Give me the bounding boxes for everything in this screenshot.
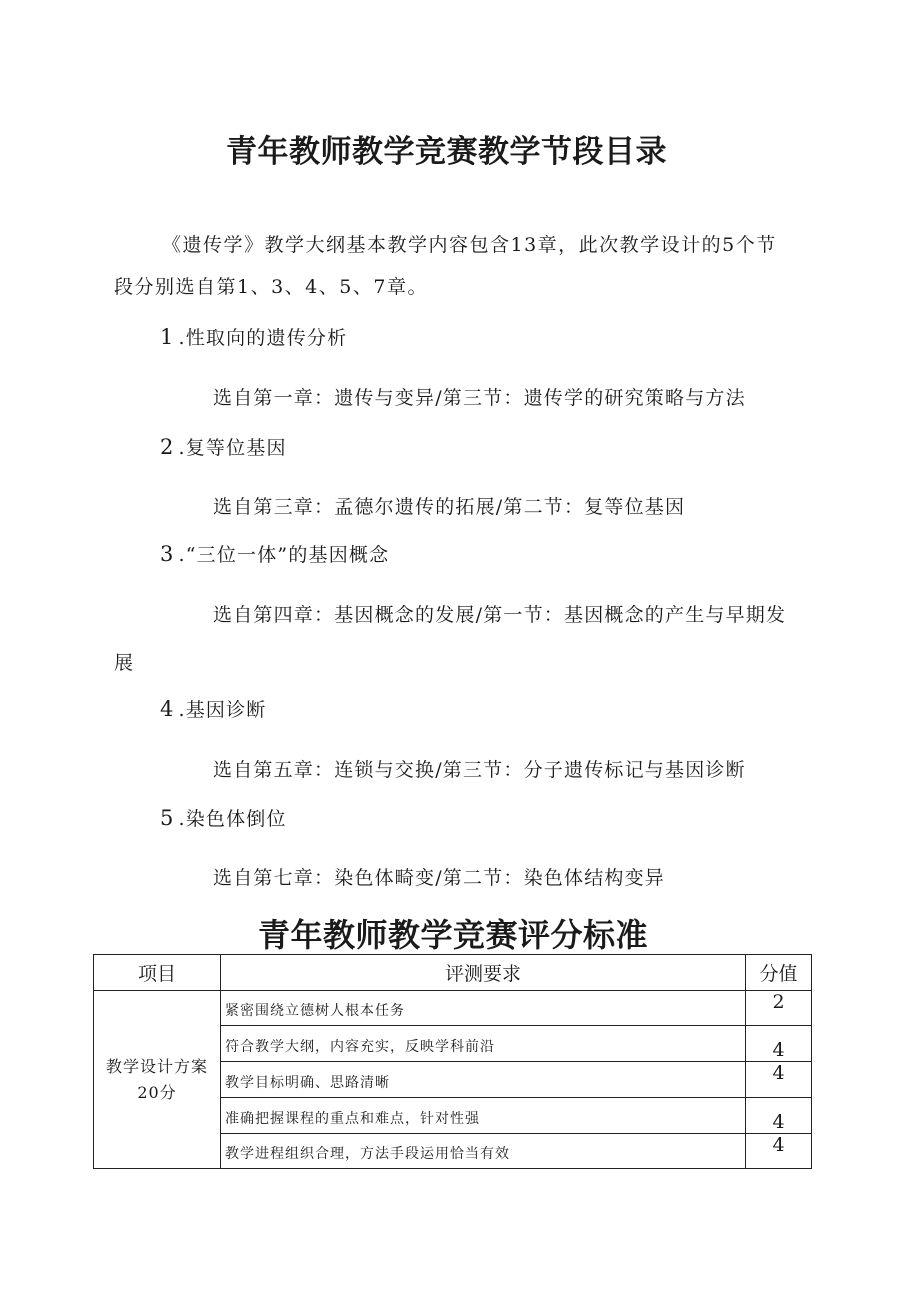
section-source-2: 选自第三章：孟德尔遗传的拓展/第二节：复等位基因 <box>213 496 686 518</box>
page-title: 青年教师教学竞赛教学节段目录 <box>226 134 667 170</box>
section-title: .基因诊断 <box>178 699 267 721</box>
score-cell: 2 <box>746 991 812 1026</box>
section-title: .“三位一体”的基因概念 <box>178 544 390 566</box>
category-name: 教学设计方案 <box>105 1056 208 1076</box>
section-number: 4 <box>160 697 174 721</box>
section-number: 2 <box>160 435 174 459</box>
section-title: .复等位基因 <box>178 437 287 459</box>
requirement-cell: 符合教学大纲，内容充实，反映学科前沿 <box>221 1026 746 1062</box>
requirement-cell: 教学进程组织合理，方法手段运用恰当有效 <box>221 1134 746 1169</box>
section-source-3-cont: 展 <box>114 652 135 674</box>
section-title: .染色体倒位 <box>178 808 287 830</box>
header-score: 分值 <box>746 955 812 991</box>
section-heading-1 <box>160 323 347 350</box>
score-cell: 4 <box>746 1026 812 1062</box>
table-row <box>94 991 812 1026</box>
intro-line-1: 《遗传学》教学大纲基本教学内容包含13章，此次教学设计的5个节 <box>162 234 777 256</box>
section-heading-5 <box>160 804 287 831</box>
scoring-title: 青年教师教学竞赛评分标准 <box>258 916 649 954</box>
section-source-4: 选自第五章：连锁与交换/第三节：分子遗传标记与基因诊断 <box>213 759 746 781</box>
section-number: 1 <box>160 325 174 349</box>
requirement-cell: 紧密围绕立德树人根本任务 <box>221 991 746 1026</box>
table-header-row <box>94 955 812 991</box>
section-title: .性取向的遗传分析 <box>178 327 348 349</box>
section-source-1: 选自第一章：遗传与变异/第三节：遗传学的研究策略与方法 <box>213 387 746 409</box>
category-cell <box>94 991 221 1169</box>
section-source-3: 选自第四章：基因概念的发展/第一节：基因概念的产生与早期发 <box>213 604 787 626</box>
section-number: 5 <box>160 806 174 830</box>
intro-line-2: 段分别选自第1、3、4、5、7章。 <box>114 276 428 298</box>
requirement-cell: 准确把握课程的重点和难点，针对性强 <box>221 1098 746 1134</box>
category-points: 20分 <box>137 1082 177 1102</box>
scoring-table <box>93 954 812 1169</box>
section-heading-2 <box>160 433 287 460</box>
header-item: 项目 <box>94 955 221 991</box>
section-heading-3 <box>160 540 389 567</box>
score-cell: 4 <box>746 1062 812 1098</box>
section-heading-4 <box>160 695 267 722</box>
score-cell: 4 <box>746 1134 812 1169</box>
header-requirement: 评测要求 <box>221 955 746 991</box>
section-source-5: 选自第七章：染色体畸变/第二节：染色体结构变异 <box>213 867 666 889</box>
section-number: 3 <box>160 542 174 566</box>
requirement-cell: 教学目标明确、思路清晰 <box>221 1062 746 1098</box>
score-cell: 4 <box>746 1098 812 1134</box>
